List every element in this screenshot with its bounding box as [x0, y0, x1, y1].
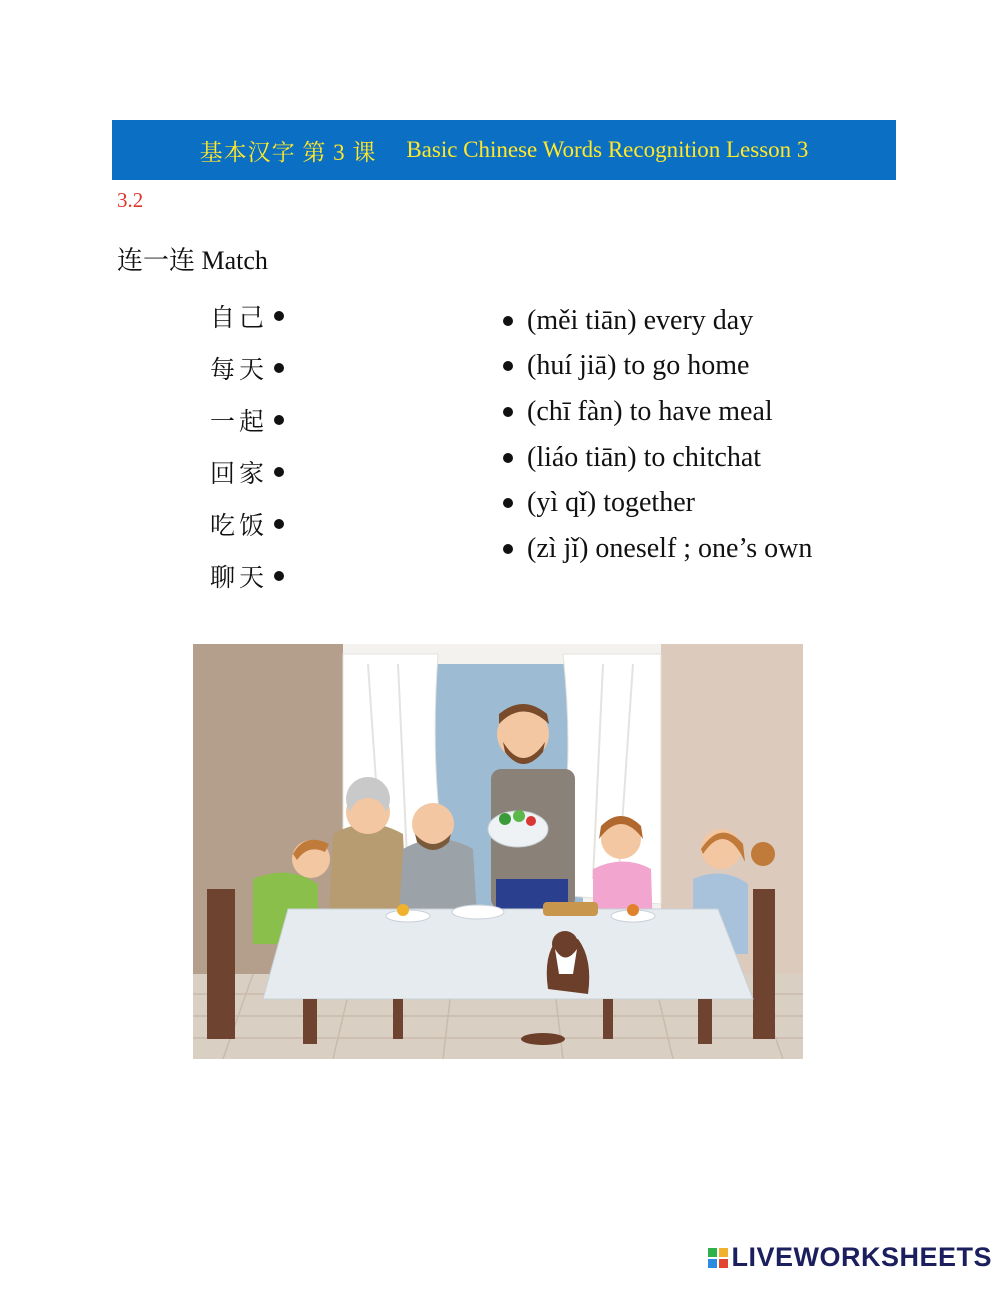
definition-text: (zì jǐ) oneself ; one’s own	[527, 532, 813, 564]
word-match-dot[interactable]	[274, 363, 284, 373]
definition-text: (liáo tiān) to chitchat	[527, 441, 762, 473]
word-text: 自己	[210, 303, 269, 332]
word-text: 回家	[210, 459, 269, 488]
definition-match-dot[interactable]	[503, 453, 513, 463]
word-item	[210, 446, 284, 498]
definition-item	[500, 435, 812, 481]
word-text: 聊天	[210, 563, 269, 592]
definition-text: (chī fàn) to have meal	[527, 395, 773, 427]
word-item	[210, 394, 284, 446]
definition-item	[500, 389, 812, 435]
liveworksheets-brand-text: LIVEWORKSHEETS	[731, 1242, 992, 1272]
definition-text: (yì qǐ) together	[527, 487, 695, 519]
word-item	[210, 290, 284, 342]
banner-english-title: Basic Chinese Words Recognition Lesson 3	[406, 137, 809, 162]
word-text: 每天	[210, 355, 269, 384]
family-dinner-illustration	[193, 644, 803, 1059]
banner-chinese-title: 基本汉字 第 3 课	[199, 139, 377, 165]
lesson-number: 3.2	[117, 188, 144, 212]
word-match-dot[interactable]	[274, 571, 284, 581]
definition-text: (měi tiān) every day	[527, 304, 754, 336]
word-match-dot[interactable]	[274, 467, 284, 477]
definition-match-dot[interactable]	[503, 361, 513, 371]
lesson-banner	[112, 120, 896, 180]
definition-item	[500, 344, 812, 390]
word-item	[210, 498, 284, 550]
word-item	[210, 342, 284, 394]
word-text: 吃饭	[210, 511, 269, 540]
definition-item	[500, 298, 812, 344]
chinese-words-column	[210, 290, 284, 602]
definitions-column	[500, 298, 812, 572]
liveworksheets-logo	[708, 1242, 992, 1273]
definition-text: (huí jiā) to go home	[527, 350, 750, 382]
word-match-dot[interactable]	[274, 311, 284, 321]
word-match-dot[interactable]	[274, 519, 284, 529]
definition-match-dot[interactable]	[503, 498, 513, 508]
definition-item	[500, 526, 812, 572]
definition-item	[500, 480, 812, 526]
definition-match-dot[interactable]	[503, 407, 513, 417]
word-text: 一起	[210, 407, 269, 436]
definition-match-dot[interactable]	[503, 544, 513, 554]
definition-match-dot[interactable]	[503, 316, 513, 326]
word-item	[210, 550, 284, 602]
liveworksheets-logo-icon	[708, 1248, 728, 1268]
word-match-dot[interactable]	[274, 415, 284, 425]
instruction-heading: 连一连 Match	[117, 246, 268, 275]
